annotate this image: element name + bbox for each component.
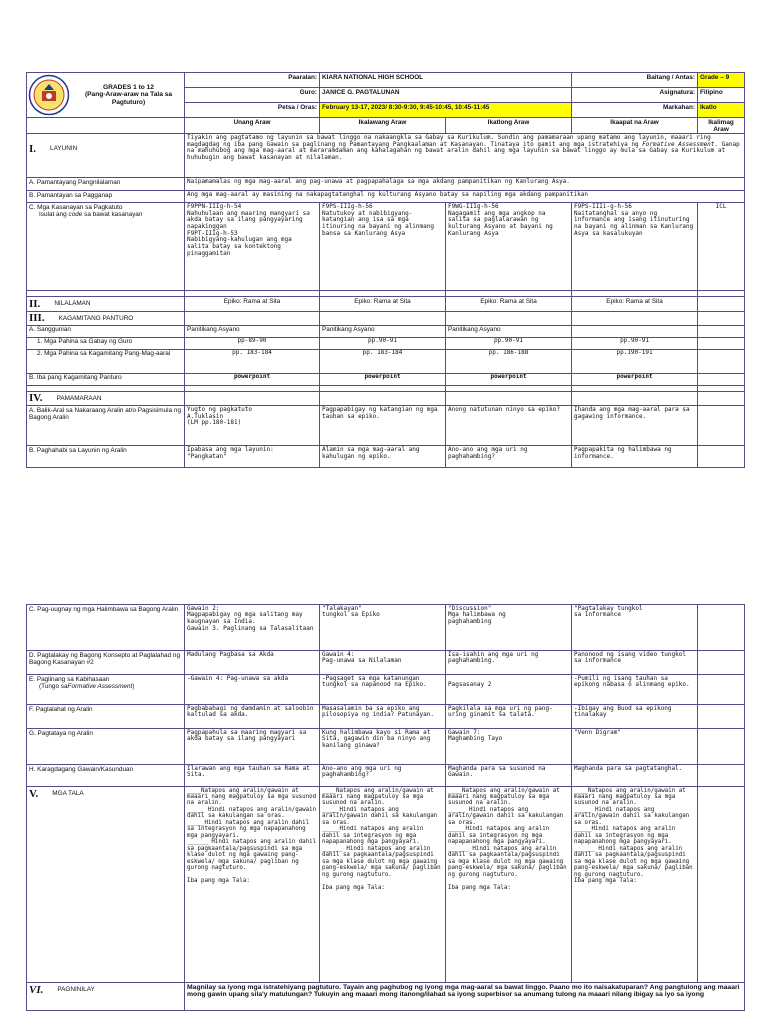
markahan-label: Markahan: <box>572 103 698 118</box>
kasanayan-sublabel-b: sa bawat kasanayan <box>82 211 143 219</box>
kasanayan-day-1: F9PPN-IIIg-h-54 Nahuhulaan ang maaring mangyari sa akda batay sa ilang pangyayaring napakinggan F9PT-IIIg-h-53 Nabibigyang-kahulugan ang mga salita batay sa kontektong pinaggamitan <box>185 203 320 291</box>
balik-aral-day-3: Anong natutunan ninyo sa epiko? <box>446 406 572 446</box>
kagamitang-label: KAGAMITANG PANTURO <box>58 314 134 322</box>
petsa-label: Petsa / Oras: <box>185 103 320 118</box>
sanggunian-day-3: Panitikang Asyano <box>446 325 572 337</box>
sanggunian-day-5 <box>698 325 745 337</box>
layunin-text-a: Tiyakin ang pagtatamo ng layunin sa bawat linggo na nakaangkla sa Gabay sa Kurikulum. Sundin ang pamamaraan upang matamo ang layunin, maaari ring magdagdag ng iba pang Gawain sa paglinang ng Pamantayang Pangkaalaman at Kasanayan. Tinataya ito gamit ang mga istratehiya ng <box>187 133 711 148</box>
mga-tala-day-5 <box>698 787 745 983</box>
roman-vi: VI. <box>29 983 44 996</box>
mga-tala-heading <box>27 787 185 983</box>
pamantayang-pangnilalaman-label: A. Pamantayang Pangnilalaman <box>27 178 185 191</box>
pag-uugnay-day-1: Gawain 2: Magpapabigay ng mga salitang may kaugnayan sa India. Gawain 3. Paglinang sa Talasalitaan <box>185 605 320 651</box>
layunin-text <box>185 134 745 178</box>
kabihasaan-label <box>27 675 185 705</box>
balik-aral-label: A. Balik-Aral sa Nakaraang Aralin at/o Pagsisimula ng Bagong Aralin <box>27 406 185 446</box>
kabihasaan-day-5 <box>698 675 745 705</box>
roman-v: V. <box>29 787 39 800</box>
kabihasaan-sub-a: (Tungo sa <box>39 682 68 690</box>
pag-uugnay-day-4: "Pagtalakay tungkol sa informance <box>572 605 698 651</box>
paghahabi-label: B. Paghahabi sa Layunin ng Aralin <box>27 446 185 468</box>
balik-aral-day-5 <box>698 406 745 446</box>
layunin-text-b: . Ganap na mahuhubog ang mga mag-aaral at mararamdaman ang kahalagahan ng bawat aralin dahil ang mga layunin sa bawat linggo ay mula sa Gabay sa Kurikulum at huhubugin ang bawat kasanayan at nilalaman. <box>187 140 740 161</box>
pagtataya-label: G. Pagtataya ng Aralin <box>27 729 185 765</box>
kasanayan-sublabel-a: Isulat ang <box>39 211 69 219</box>
nilalaman-day-5 <box>698 297 745 311</box>
layunin-heading <box>27 134 185 178</box>
nilalaman-day-1: Epiko: Rama at Sita <box>185 297 320 311</box>
roman-iii: III. <box>29 312 45 325</box>
pagtataya-day-1: Pagpapahula sa maaring magyari sa akda batay sa ilang pangyayari <box>185 729 320 765</box>
iba-kagamitan-day-2: powerpoint <box>320 373 446 385</box>
markahan-value: Ikatlo <box>698 103 745 118</box>
nilalaman-day-4: Epiko: Rama at Sita <box>572 297 698 311</box>
nilalaman-heading <box>27 297 185 311</box>
pagtataya-day-5 <box>698 729 745 765</box>
day-header-4: Ikaapat na Araw <box>572 118 698 134</box>
pamantayan-pagganap-text: Ang mga mag-aaral ay masining na nakapagtatanghal ng kulturang Asyano batay sa napiling mga akdang pampanitikan <box>185 191 745 203</box>
paglalahat-day-5 <box>698 705 745 729</box>
nilalaman-day-3: Epiko: Rama at Sita <box>446 297 572 311</box>
kasanayan-day-5: ICL <box>698 203 745 291</box>
pagninilay-text: Magnilay sa iyong mga istratehiyang pagtuturo. Tayain ang paghubog ng iyong mga mag-aaral sa bawat linggo. Paano mo ito naisakatuparan? Ang pangtulong ang maaari mong gawin upang sila'y matulungan? Tukuyin ang maaari mong itanong/ilahad sa iyong superbisor sa anumang tulong na maaari nilang ibigay sa iyo sa iyong <box>185 983 745 1011</box>
kabihasaan-day-1: -Gawain 4: Pag-unawa sa akda <box>185 675 320 705</box>
gabay-day-5 <box>698 337 745 349</box>
gabay-day-3: pp.90-91 <box>446 337 572 349</box>
paaralan-label: Paaralan: <box>185 73 320 88</box>
mag-aaral-day-2: pp. 183-184 <box>320 349 446 373</box>
pag-uugnay-day-5 <box>698 605 745 651</box>
karagdagang-label: H. Karagdagang Gawain/Kasunduan <box>27 765 185 787</box>
karagdagang-day-1: Ilarawan ang mga tauhan sa Rama at Sita. <box>185 765 320 787</box>
kabihasaan-day-4: -Pumili ng isang tauhan sa epikong nabasa o alinmang epiko. <box>572 675 698 705</box>
karagdagang-day-5 <box>698 765 745 787</box>
paglalahat-day-1: Pagbabahagi ng damdamin at saloobin kaltulad sa akda. <box>185 705 320 729</box>
mag-aaral-day-1: pp. 183-184 <box>185 349 320 373</box>
pagninilay-heading <box>27 983 185 1011</box>
mag-aaral-day-5 <box>698 349 745 373</box>
layunin-text-em: Formative Assessment <box>642 140 715 148</box>
day-header-1: Unang Araw <box>185 118 320 134</box>
kasanayan-sublabel-em: code <box>68 211 83 219</box>
baitang-label: Baitang / Antas: <box>572 73 698 88</box>
paghahabi-day-4: Pagpapakita ng halimbawa ng informance. <box>572 446 698 468</box>
nilalaman-day-2: Epiko: Rama at Sita <box>320 297 446 311</box>
gabay-label: 1. Mga Pahina sa Gabay ng Guro <box>27 337 185 349</box>
paghahabi-day-3: Ano-ano ang mga uri ng paghahambing? <box>446 446 572 468</box>
mga-tala-day-4: ____Natapos ang aralin/gawain at maaari nang magpatuloy sa mga susunod na aralin. _____ Hindi natapos ang aralin/gawain dahil sa kakulangan sa oras. _____Hindi natapos ang aralin dahil sa integrasyon ng mga napapanahong mga pangyayari. ______ Hindi natapos ang aralin dahil sa pagkaantala/pagsuspindi sa mga klase dulot ng mga gawaing pang-eskwela/ mga sakuna/ pagliban ng gurong nagtuturo. Iba pang mga Tala: <box>572 787 698 983</box>
dll-table-top <box>26 72 745 468</box>
grades-title: GRADES 1 to 12 <box>103 83 154 91</box>
mag-aaral-day-3: pp. 186-188 <box>446 349 572 373</box>
sanggunian-day-2: Panitikang Asyano <box>320 325 446 337</box>
petsa-value: February 13-17, 2023/ 8:30-9:30, 9:45-10:45, 10:45-11:45 <box>320 103 572 118</box>
kabihasaan-day-2: -Pagsaget sa mga katanungan tungkol sa napanood na Epiko. <box>320 675 446 705</box>
guro-label: Guro: <box>185 88 320 103</box>
dll-table-bottom <box>26 604 745 1011</box>
paglalahat-label: F. Paglalahat ng Aralin <box>27 705 185 729</box>
paaralan-value: KIARA NATIONAL HIGH SCHOOL <box>320 73 572 88</box>
asignatura-value: Filipino <box>698 88 745 103</box>
sanggunian-label: A. Sanggunian <box>27 325 185 337</box>
konsepto-label: D. Pagtalakay ng Bagong Konsepto at Paglalahad ng Bagong Kasanayan #2 <box>27 651 185 675</box>
pag-uugnay-label: C. Pag-uugnay ng mga Halimbawa sa Bagong Aralin <box>27 605 185 651</box>
mag-aaral-day-4: pp.190-191 <box>572 349 698 373</box>
paglalahat-day-3: Pagkilala sa mga uri ng pang-uring ginamit sa talata. <box>446 705 572 729</box>
konsepto-day-3: Isa-isahin ang mga uri ng paghahambing. <box>446 651 572 675</box>
iba-kagamitan-label: B. Iba pang Kagamitang Panturo <box>27 373 185 385</box>
mga-tala-label: MGA TALA <box>52 790 84 798</box>
nilalaman-label: NILALAMAN <box>54 300 91 308</box>
layunin-label: LAYUNIN <box>50 145 78 153</box>
kasanayan-label-text: C. Mga Kasanayan sa Pagkatuto <box>29 203 123 211</box>
sanggunian-day-4 <box>572 325 698 337</box>
pamamaraan-heading <box>27 391 185 405</box>
konsepto-day-4: Panonood ng isang video tungkol sa informance <box>572 651 698 675</box>
pagtataya-day-4: "Venn Digram" <box>572 729 698 765</box>
pag-uugnay-day-2: "Talakayan" tungkol sa Epiko <box>320 605 446 651</box>
sanggunian-day-1: Panitikang Asyano <box>185 325 320 337</box>
deped-seal-icon <box>28 74 70 116</box>
balik-aral-day-1: Yugto ng pagkatuto A.Tuklasin (LM pp.180-181) <box>185 406 320 446</box>
pamantayan-pagganap-label: B. Pamantayan sa Pagganap <box>27 191 185 203</box>
paglalahat-day-4: -Ibigay ang Buod sa epikong tinalakay <box>572 705 698 729</box>
gabay-day-1: pp-89-90 <box>185 337 320 349</box>
kasanayan-label <box>27 203 185 291</box>
pagtataya-day-3: Gawain 7: Maghambing Tayo <box>446 729 572 765</box>
paghahabi-day-5 <box>698 446 745 468</box>
pamantayang-pangnilalaman-text: Naipamamalas ng mga mag-aaral ang pag-unawa at pagpapahalaga sa mga akdang pampanitikan ng Kanlurang Asya. <box>185 178 745 191</box>
karagdagang-day-3: Maghanda para sa susunod na Gawain. <box>446 765 572 787</box>
karagdagang-day-4: Maghanda para sa pagtatanghal. <box>572 765 698 787</box>
konsepto-day-2: Gawain 4: Pag-unawa sa Nilalaman <box>320 651 446 675</box>
mga-tala-day-3: ____Natapos ang aralin/gawain at maaari nang magpatuloy sa mga susunod na aralin. _____ Hindi natapos ang aralin/gawain dahil sa kakulangan sa oras. _____Hindi natapos ang aralin dahil sa integrasyon ng mga napapanahong mga pangyayari. ______ Hindi natapos ang aralin dahil sa pagkaantala/pagsuspindi sa mga klase dulot ng mga gawaing pang-eskwela/ mga sakuna/ pagliban ng gurong nagtuturo. Iba pang mga Tala: <box>446 787 572 983</box>
baitang-value: Grade – 9 <box>698 73 745 88</box>
kabihasaan-sub-b: ) <box>132 682 135 690</box>
balik-aral-day-2: Pagpapabigay ng katangian ng mga tauhan sa epiko. <box>320 406 446 446</box>
kasanayan-day-4: F9PS-IIIi-g-h-56 Naitatanghal sa anyo ng informance ang isang itinuturing na bayani ng alinman sa Kanlurang Asya sa kasalukuyan <box>572 203 698 291</box>
gabay-day-4: pp.90-91 <box>572 337 698 349</box>
day-header-3: Ikatlong Araw <box>446 118 572 134</box>
mag-aaral-label: 2. Mga Pahina sa Kagamitang Pang-Mag-aaral <box>27 349 185 373</box>
konsepto-day-1: Madulang Pagbasa sa Akda <box>185 651 320 675</box>
asignatura-label: Asignatura: <box>572 88 698 103</box>
kasanayan-day-2: F9PS-IIIg-h-56 Natutukoy at nabibigyang-katangian ang isa sa mga itinuring na bayani ng alinmang bansa sa Kanlurang Asya <box>320 203 446 291</box>
roman-i: I. <box>29 142 37 155</box>
balik-aral-day-4: Ihanda ang mga mag-aaral para sa gagawing informance. <box>572 406 698 446</box>
pagninilay-label: PAGNINILAY <box>57 986 95 994</box>
mga-tala-day-2: ____Natapos ang aralin/gawain at maaari nang magpatuloy sa mga susunod na aralin. _____Hindi natapos ang aralin/gawain dahil sa kakulangan sa oras. _____Hindi natapos ang aralin dahil sa integrasyon ng mga napapanahong mga pangyayari. ______ Hindi natapos ang aralin dahil sa pagkaantala/pagsuspindi sa mga klase dulot ng mga gawaing pang-eskwela/ mga sakuna/ pagliban ng gurong nagtuturo. Iba pang mga Tala: <box>320 787 446 983</box>
konsepto-day-5 <box>698 651 745 675</box>
kagamitang-heading <box>27 311 185 325</box>
kabihasaan-day-3: Pagsasanay 2 <box>446 675 572 705</box>
paghahabi-day-1: Ipabasa ang mga layunin: "Pangkatan" <box>185 446 320 468</box>
pag-uugnay-day-3: "Discussion" Mga halimbawa ng paghahambing <box>446 605 572 651</box>
kasanayan-day-3: F9WG-IIIg-h-56 Nagagamit ang mga angkop na salita sa paglalarawan ng kulturang Asyano at bayani ng Kanlurang Asya <box>446 203 572 291</box>
roman-iv: IV. <box>29 392 43 405</box>
kabihasaan-label-text: E. Paglinang sa Kabihasaan <box>29 675 110 683</box>
guro-value: JANICE G. PAGTALUNAN <box>320 88 572 103</box>
dll-subtitle: (Pang-Araw-araw na Tala sa Pagtuturo) <box>84 91 173 106</box>
iba-kagamitan-day-1: powerpoint <box>185 373 320 385</box>
day-header-2: Ikalawang Araw <box>320 118 446 134</box>
iba-kagamitan-day-3: powerpoint <box>446 373 572 385</box>
iba-kagamitan-day-4: powerpoint <box>572 373 698 385</box>
pamamaraan-label: PAMAMARAAN <box>56 395 102 403</box>
day-header-5: Ikalimag Araw <box>698 118 745 134</box>
header-title-cell <box>27 73 185 118</box>
paghahabi-day-2: Alamin sa mga mag-aaral ang kahulugan ng epiko. <box>320 446 446 468</box>
iba-kagamitan-day-5 <box>698 373 745 385</box>
mga-tala-day-1: ____Natapos ang aralin/gawain at maaari nang magpatuloy sa mga susunod na aralin. _____ Hindi natapos ang aralin/gawain dahil sa kakulangan sa oras. _____Hindi natapos ang aralin dahil sa integrasyon ng mga napapanahong mga pangyayari. ______ Hindi natapos ang aralin dahil sa pagkaantala/pagsuspindi sa mga klase dulot ng mga gawaing pang-eskwela/ mga sakuna/ pagliban ng gurong nagtuturo. Iba pang mga Tala: <box>185 787 320 983</box>
pagtataya-day-2: Kung halimbawa kayo si Rama at Sita, gagawin din ba ninyo ang kanilang ginawa? <box>320 729 446 765</box>
kabihasaan-sub-em: Formative Assessment <box>67 682 133 690</box>
roman-ii: II. <box>29 297 41 310</box>
karagdagang-day-2: Ano-ano ang mga uri ng paghahambing? <box>320 765 446 787</box>
gabay-day-2: pp.90-91 <box>320 337 446 349</box>
paglalahat-day-2: Masasalamin ba sa epiko ang pilosopiya ng india? Patunayan. <box>320 705 446 729</box>
